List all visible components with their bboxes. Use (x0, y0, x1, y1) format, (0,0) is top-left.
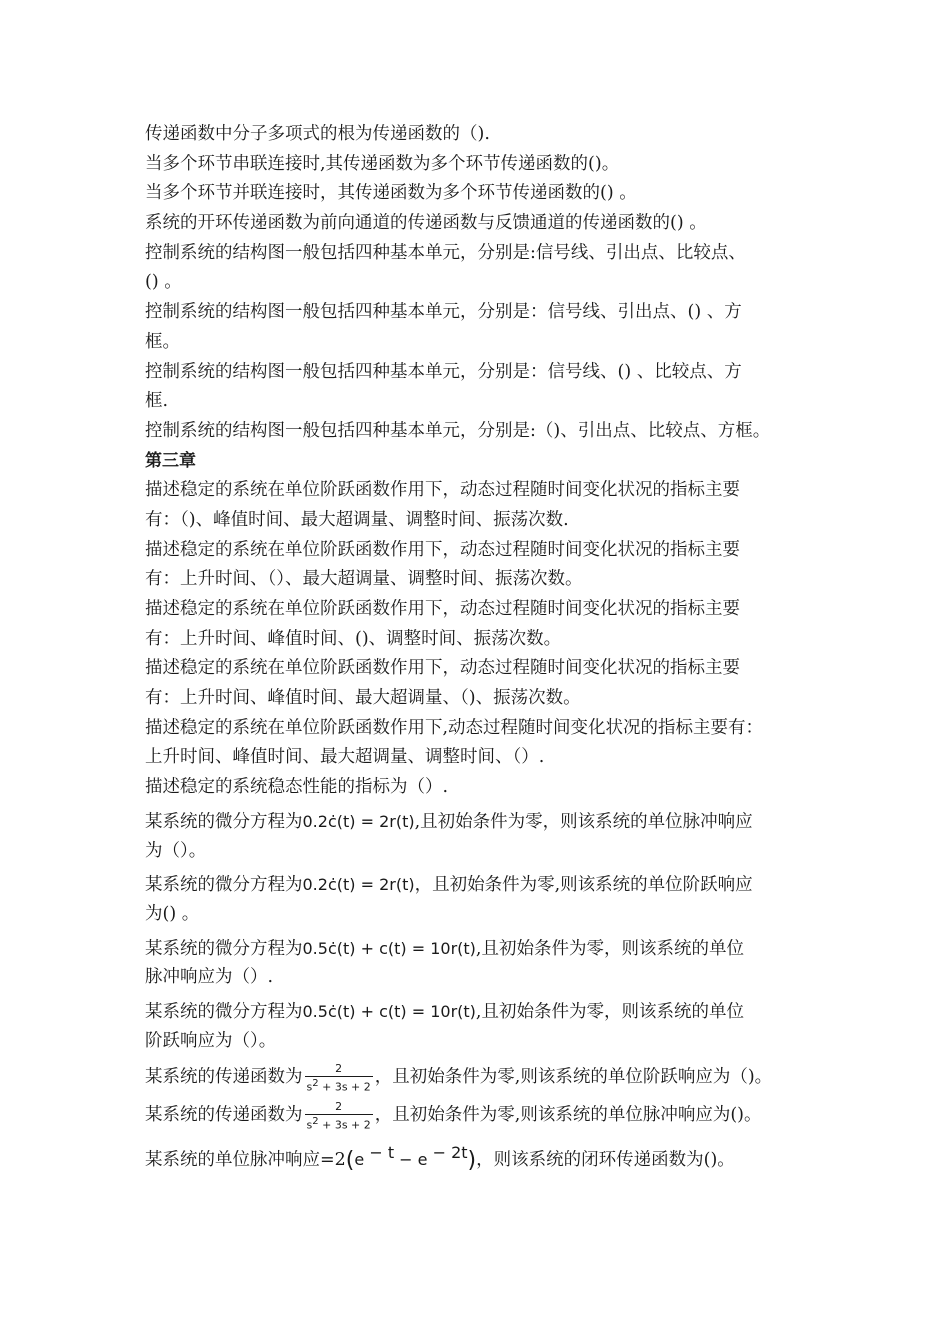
fraction-denominator (305, 1114, 373, 1131)
question-text: ，且初始条件为零,则该系统的单位阶跃响应 (414, 875, 753, 896)
text-line: 框. (145, 391, 169, 412)
text-line: 控制系统的结构图一般包括四种基本单元，分别是:（)、引出点、比较点、方框。 (145, 420, 771, 441)
equation-question (145, 870, 835, 900)
transfer-function-question (145, 1060, 835, 1094)
right-paren: ) (467, 1148, 477, 1174)
question-text: ，则该系统的闭环传递函数为()。 (476, 1150, 735, 1171)
text-line: 控制系统的结构图一般包括四种基本单元，分别是：信号线、() 、比较点、方 (145, 361, 742, 382)
question-text: 某系统的微分方程为 (145, 811, 303, 832)
text-line: 阶跃响应为（）。 (145, 1030, 277, 1051)
chapter-heading: 第三章 (145, 450, 196, 471)
text-line: 有：上升时间、峰值时间、最大超调量、（)、振荡次数。 (145, 688, 581, 709)
math-formula: 0.2ċ(t) = 2r(t) (302, 811, 415, 831)
text-line: 控制系统的结构图一般包括四种基本单元，分别是:信号线、引出点、比较点、 (145, 242, 746, 263)
question-text: 某系统的单位脉冲响应=2 (145, 1150, 346, 1171)
text-line: 脉冲响应为（）. (145, 967, 274, 988)
question-text: 某系统的微分方程为 (145, 938, 303, 959)
minus-sign: − (394, 1150, 418, 1170)
text-line: 当多个环节串联连接时,其传递函数为多个环节传递函数的()。 (145, 153, 620, 174)
text-line: 描述稳定的系统在单位阶跃函数作用下，动态过程随时间变化状况的指标主要 (145, 599, 740, 619)
text-line: 当多个环节并联连接时，其传递函数为多个环节传递函数的() 。 (145, 183, 637, 204)
fraction-numerator: 2 (335, 1061, 343, 1075)
fraction-numerator: 2 (335, 1099, 343, 1113)
left-paren: ( (345, 1148, 355, 1174)
exp-power: − t (364, 1143, 395, 1163)
text-line: 传递函数中分子多项式的根为传递函数的（). (145, 124, 490, 144)
text-line: 为() 。 (145, 903, 200, 924)
question-text: ,且初始条件为零，则该系统的单位脉冲响应 (414, 811, 753, 832)
question-text: ，且初始条件为零,则该系统的单位阶跃响应为（)。 (374, 1067, 773, 1088)
math-formula: 0.5ċ(t) + c(t) = 10r(t) (302, 938, 476, 958)
question-text: 某系统的微分方程为 (145, 875, 303, 896)
text-line: 有：上升时间、（）、最大超调量、调整时间、振荡次数。 (145, 569, 583, 590)
transfer-function-question (145, 1098, 835, 1132)
math-formula: 0.5ċ(t) + c(t) = 10r(t) (302, 1001, 476, 1021)
den-base: s (306, 1080, 313, 1094)
question-text: 某系统的传递函数为 (145, 1067, 303, 1088)
fraction-denominator (305, 1076, 373, 1093)
text-line: 描述稳定的系统在单位阶跃函数作用下,动态过程随时间变化状况的指标主要有： (145, 717, 764, 738)
equation-question (145, 934, 835, 964)
text-line: 描述稳定的系统在单位阶跃函数作用下，动态过程随时间变化状况的指标主要 (145, 658, 740, 679)
exp-power: − 2t (427, 1143, 468, 1163)
fraction (305, 1101, 373, 1131)
text-line: () 。 (145, 272, 182, 293)
text-line: 控制系统的结构图一般包括四种基本单元，分别是：信号线、引出点、() 、方 (145, 302, 742, 323)
math-formula: 0.2ċ(t) = 2r(t) (302, 875, 415, 895)
impulse-response-question (145, 1136, 835, 1174)
text-line: 描述稳定的系统稳态性能的指标为（）. (145, 777, 449, 798)
den-exponent: 2 (312, 1115, 319, 1127)
exp-term: e (417, 1150, 428, 1170)
den-base: s (306, 1118, 313, 1132)
question-text: ,且初始条件为零，则该系统的单位 (475, 938, 744, 959)
text-line: 有：（)、峰值时间、最大超调量、调整时间、振荡次数. (145, 509, 569, 530)
text-line: 描述稳定的系统在单位阶跃函数作用下，动态过程随时间变化状况的指标主要 (145, 480, 740, 501)
text-line: 框。 (145, 331, 180, 352)
document-body (145, 120, 835, 1174)
exp-term: e (354, 1150, 365, 1170)
text-line: 上升时间、峰值时间、最大超调量、调整时间、（）. (145, 747, 545, 768)
equation-question (145, 997, 835, 1027)
text-line: 系统的开环传递函数为前向通道的传递函数与反馈通道的传递函数的() 。 (145, 213, 707, 234)
text-line: 有：上升时间、峰值时间、()、调整时间、振荡次数。 (145, 628, 562, 649)
question-text: 某系统的微分方程为 (145, 1001, 303, 1022)
den-exponent: 2 (312, 1077, 319, 1089)
question-text: ，且初始条件为零,则该系统的单位脉冲响应为()。 (374, 1105, 762, 1126)
equation-question (145, 807, 835, 837)
text-line: 为（）。 (145, 840, 207, 861)
den-rest: + 3s + 2 (318, 1080, 371, 1094)
question-text: ,且初始条件为零，则该系统的单位 (475, 1001, 744, 1022)
den-rest: + 3s + 2 (318, 1118, 371, 1132)
text-line: 描述稳定的系统在单位阶跃函数作用下，动态过程随时间变化状况的指标主要 (145, 539, 740, 560)
question-text: 某系统的传递函数为 (145, 1105, 303, 1126)
fraction (305, 1063, 373, 1093)
